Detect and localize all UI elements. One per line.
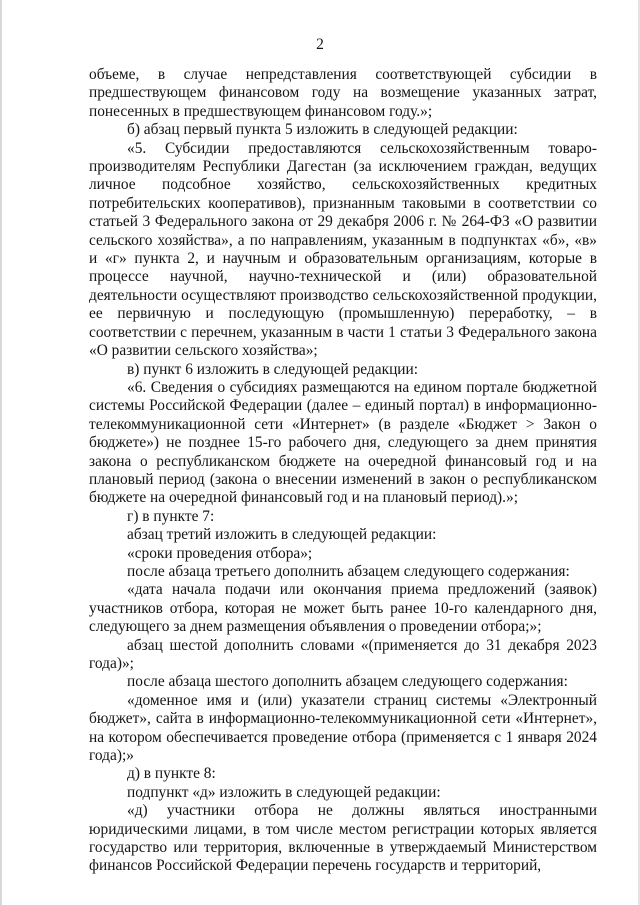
scan-edge-left xyxy=(0,0,2,905)
paragraph: «дата начала подачи или окончания приема предложений (заявок) участников отбора, которая не может быть ранее 10-го календарного дня, следующего за днем размещения объявления о проведении отбора;»; xyxy=(89,581,597,636)
paragraph: «доменное имя и (или) указатели страниц системы «Электронный бюджет», сайта в информационно-телекоммуникационной сети «Интернет», на котором обеспечивается проведение отбора (применяется с 1 января 2024 года);» xyxy=(89,691,597,765)
paragraph: «д) участники отбора не должны являться иностранными юридическими лицами, в том числе местом регистрации которых является государство или территория, включенные в утверждаемый Министерством финансов Российской Федерации перечень государств и территорий, xyxy=(89,802,597,875)
paragraph: после абзаца третьего дополнить абзацем следующего содержания: xyxy=(127,562,570,580)
document-body xyxy=(89,66,597,876)
paragraph: после абзаца шестого дополнить абзацем следующего содержания: xyxy=(127,673,568,691)
paragraph: г) в пункте 7: xyxy=(127,507,215,525)
paragraph: «5. Субсидии предоставляются сельскохозяйственным товаро-производителям Республики Дагестан (за исключением граждан, ведущих личное подсобное хозяйство, сельскохозяйственных кредитных потребительских кооперативов), признанным таковыми в соответствии со статьей 3 Федерального закона от 29 декабря 2006 г. № 264-ФЗ «О развитии сельского хозяйства», а по направлениям, указанным в подпунктах «б», «в» и «г» пункта 2, и научным и образовательным организациям, которые в процессе научной, научно-технической и (или) образовательной деятельности осуществляют производство сельскохозяйственной продукции, ее первичную и последующую (промышленную) переработку, – в соответствии с перечнем, указанным в части 1 статьи 3 Федерального закона «О развитии сельского хозяйства»; xyxy=(89,139,597,360)
paragraph: абзац шестой дополнить словами «(применяется до 31 декабря 2023 года)»; xyxy=(89,636,597,672)
paragraph: в) пункт 6 изложить в следующей редакции: xyxy=(127,360,419,378)
paragraph: подпункт «д» изложить в следующей редакции: xyxy=(127,783,441,801)
paragraph: «6. Сведения о субсидиях размещаются на едином портале бюджетной системы Российской Федерации (далее – единый портал) в информационно-телекоммуникационной сети «Интернет» (в разделе «Бюджет > Закон о бюджете») не позднее 15-го рабочего дня, следующего за днем принятия закона о республиканском бюджете на очередной финансовый год и на плановый период (закона о внесении изменений в закон о республиканском бюджете на очередной финансовый год и на плановый период).»; xyxy=(89,378,597,507)
paragraph: абзац третий изложить в следующей редакции: xyxy=(127,526,437,544)
paragraph: д) в пункте 8: xyxy=(127,765,216,783)
paragraph: объеме, в случае непредставления соответствующей субсидии в предшествующем финансовом году на возмещение указанных затрат, понесенных в предшествующем финансовом году.»; xyxy=(89,66,597,120)
page-number: 2 xyxy=(316,36,324,53)
paragraph: б) абзац первый пункта 5 изложить в следующей редакции: xyxy=(127,121,518,139)
paragraph: «сроки проведения отбора»; xyxy=(127,544,313,562)
